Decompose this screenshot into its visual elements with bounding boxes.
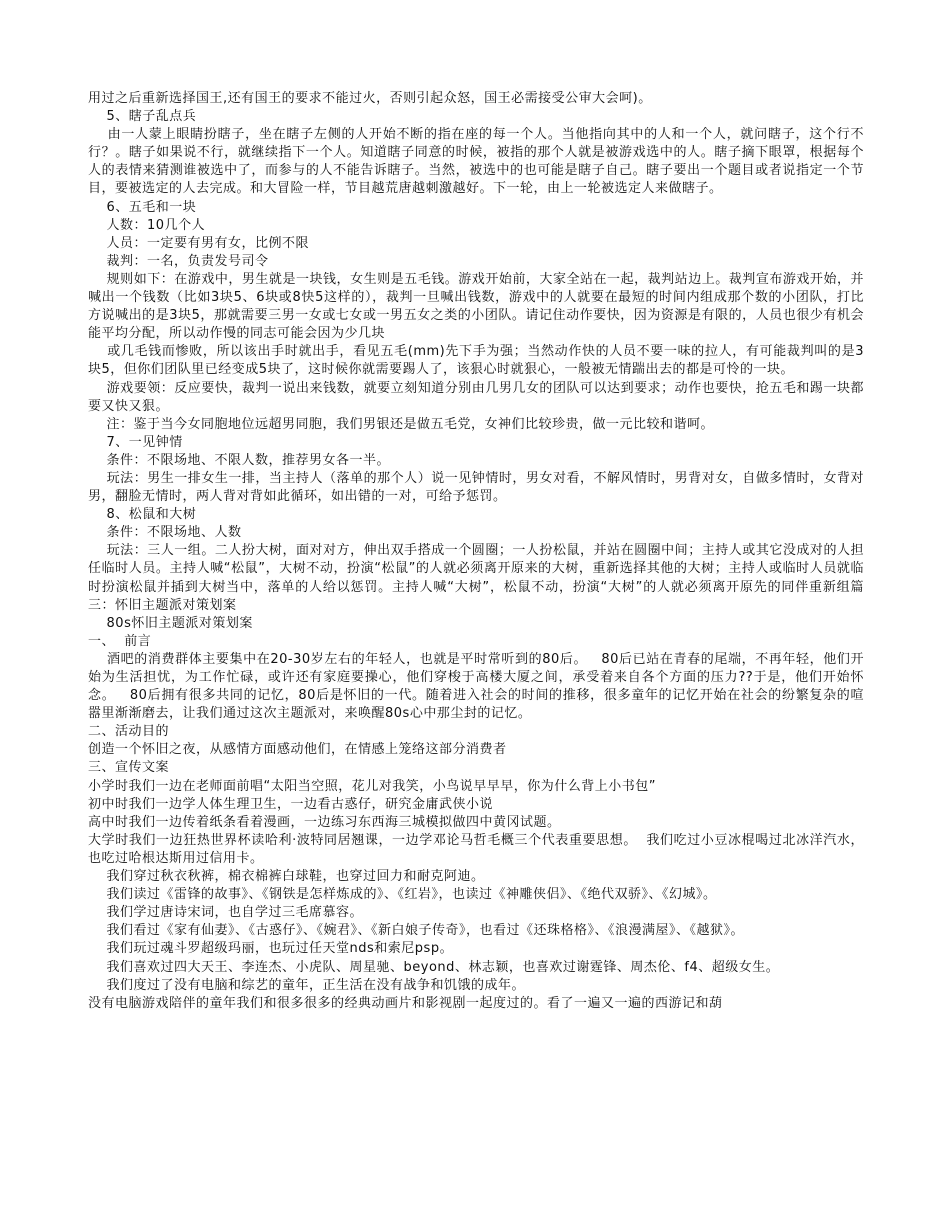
paragraph-tv: 我们看过《家有仙妻》、《古惑仔》、《婉君》、《新白娘子传奇》，也看过《还珠格格》、《浪漫满屋》、《越狱》。 — [88, 923, 745, 939]
section-heading-copy: 三、宣传文案 — [88, 760, 170, 776]
paragraph-rules: 规则如下：在游戏中，男生就是一块钱，女生则是五毛钱。游戏开始前，大家全站在一起，裁判站边上。裁判宣布游戏开始，并喊出一个钱数（比如3块5、6块或8快5这样的），裁判一旦喊出钱数，游戏中的人就要在最短的时间内组成那个数的小团队，打比方说喊出的是3块5，那就需要三男一女或七女或一男五女之类的小团队。请记住动作要快，因为资源是有限的，人员也很少有机会能平均分配，所以动作慢的同志可能会因为少几块 — [88, 271, 864, 342]
paragraph-purpose: 创造一个怀旧之夜，从感情方面感动他们，在情感上笼络这部分消费者 — [88, 742, 507, 758]
paragraph-rules-cont: 或几毛钱而惨败，所以该出手时就出手，看见五毛(mm)先下手为强；当然动作快的人员不要一味的拉人，有可能裁判叫的是3块5，但你们团队里已经变成5块了，这时候你就需要踢人了，该狠心时就狠心，一般被无情踹出去的都是可怜的一块。 — [88, 344, 865, 378]
section-heading-7: 7、一见钟情 — [88, 434, 183, 450]
section-heading-8: 8、松鼠和大树 — [88, 507, 197, 523]
paragraph-tips: 游戏要领：反应要快，裁判一说出来钱数，就要立刻知道分别由几男几女的团队可以达到要求；动作也要快，抢五毛和踢一块都要又快又狠。 — [88, 380, 864, 414]
section-heading-5: 5、瞎子乱点兵 — [88, 109, 197, 125]
paragraph-referee: 裁判：一名，负责发号司令 — [88, 253, 269, 269]
paragraph-1: 用过之后重新选择国王,还有国王的要求不能过火，否则引起众怒，国王必需接受公审大会呵)。 — [88, 91, 652, 106]
paragraph-play-8: 玩法：三人一组。二人扮大树，面对对方，伸出双手搭成一个圆圈；一人扮松鼠，并站在圆圈中间；主持人或其它没成对的人担任临时人员。主持人喊“松鼠”，大树不动，扮演“松鼠”的人就必须离开原来的大树，重新选择其他的大树；主持人或临时人员就临时扮演松鼠并插到大树当中，落单的人给以惩罚。主持人喊“大树”，松鼠不动，扮演“大树”的人就必须离开原先的同伴重新组篇三：怀旧主题派对策划案 — [88, 543, 864, 613]
paragraph-books: 我们读过《雷锋的故事》、《钢铁是怎样炼成的》、《红岩》，也读过《神雕侠侣》、《绝代双骄》、《幻城》。 — [88, 887, 717, 903]
paragraph-personnel: 人员：一定要有男有女，比例不限 — [88, 235, 310, 251]
section-heading-6: 6、五毛和一块 — [88, 199, 197, 215]
section-heading-purpose: 二、活动目的 — [88, 724, 170, 740]
paragraph-games: 我们玩过魂斗罗超级玛丽，也玩过任天堂nds和索尼psp。 — [88, 941, 454, 957]
paragraph-childhood: 我们度过了没有电脑和综艺的童年，正生活在没有战争和饥饿的成年。 — [88, 977, 526, 993]
paragraph-university: 大学时我们一边狂热世界杯读哈利·波特同居翘课，一边学邓论马哲毛概三个代表重要思想。 我们吃过小豆冰棍喝过北冰洋汽水，也吃过哈根达斯用过信用卡。 — [88, 832, 864, 866]
paragraph-primary-school: 小学时我们一边在老师面前唱“太阳当空照，花儿对我笑，小鸟说早早早，你为什么背上小书包” — [88, 778, 656, 794]
paragraph-people-count: 人数：10几个人 — [88, 217, 206, 233]
paragraph-conditions-7: 条件：不限场地、不限人数，推荐男女各一半。 — [88, 452, 391, 468]
paragraph-high-school: 高中时我们一边传着纸条看着漫画，一边练习东西海三城模拟做四中黄冈试题。 — [88, 814, 561, 830]
section-heading-preface: 一、 前言 — [88, 633, 152, 649]
document-page — [88, 90, 864, 1013]
paragraph-conditions-8: 条件：不限场地、人数 — [88, 525, 242, 541]
paragraph-note: 注：鉴于当今女同胞地位远超男同胞，我们男银还是做五毛党，女神们比较珍贵，做一元比较和谐呵。 — [88, 416, 715, 432]
paragraph-poetry: 我们学过唐诗宋词，也自学过三毛席慕容。 — [88, 905, 364, 921]
plan-title: 80s怀旧主题派对策划案 — [88, 615, 253, 631]
paragraph-preface: 酒吧的消费群体主要集中在20-30岁左右的年轻人，也就是平时常听到的80后。 80后已站在青春的尾端，不再年轻，他们开始为生活担忧，为工作忙碌，或许还有家庭要操心，他们穿梭于高楼大厦之间，承受着来自各个方面的压力??于是，他们开始怀念。 80后拥有很多共同的记忆，80后是怀旧的一代。随着进入社会的时间的推移，很多童年的记忆开始在社会的纷繁复杂的喧嚣里渐渐磨去，让我们通过这次主题派对，来唤醒80s心中那尘封的记忆。 — [88, 651, 864, 722]
paragraph-middle-school: 初中时我们一边学人体生理卫生，一边看古惑仔，研究金庸武侠小说 — [88, 796, 494, 812]
paragraph-play-7: 玩法：男生一排女生一排，当主持人（落单的那个人）说一见钟情时，男女对看，不解风情时，男背对女，自做多情时，女背对男，翻脸无情时，两人背对背如此循环，如出错的一对，可给予惩罚。 — [88, 470, 864, 505]
paragraph-stars: 我们喜欢过四大天王、李连杰、小虎队、周星驰、beyond、林志颖，也喜欢过谢霆锋、周杰伦、f4、超级女生。 — [88, 959, 780, 975]
paragraph-clothes: 我们穿过秋衣秋裤，棉衣棉裤白球鞋，也穿过回力和耐克阿迪。 — [88, 869, 485, 885]
paragraph-cartoons: 没有电脑游戏陪伴的童年我们和很多很多的经典动画片和影视剧一起度过的。看了一遍又一遍的西游记和葫 — [88, 995, 723, 1011]
paragraph-blind-game: 由一人蒙上眼睛扮瞎子，坐在瞎子左侧的人开始不断的指在座的每一个人。当他指向其中的人和一个人，就问瞎子，这个行不行？。瞎子如果说不行，就继续指下一个人。知道瞎子同意的时候，被指的那个人就是被游戏选中的人。瞎子摘下眼罩，根据每个人的表情来猜测谁被选中了，而参与的人不能告诉瞎子。当然，被选中的也可能是瞎子自己。瞎子要出一个题目或者说指定一个节目，要被选定的人去完成。和大冒险一样，节目越荒唐越刺激越好。下一轮，由上一轮被选定人来做瞎子。 — [88, 127, 864, 197]
